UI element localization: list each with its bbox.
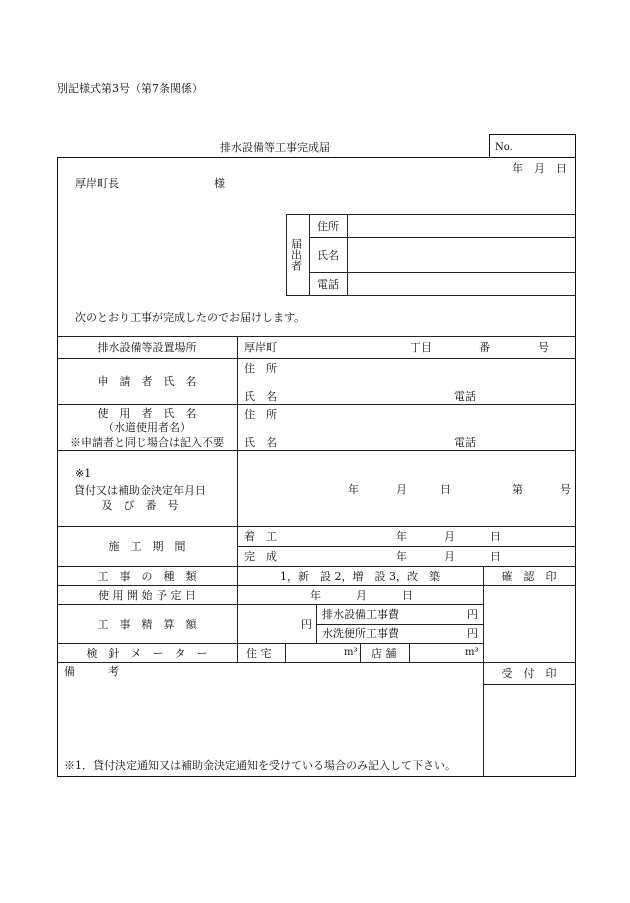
location-chome: 丁目 <box>410 341 432 354</box>
applicant-left <box>286 214 287 295</box>
loan-dai: 第 <box>512 483 523 496</box>
requester-address-label: 住 所 <box>244 362 277 375</box>
applicant-field-divider <box>347 214 348 295</box>
frame-left <box>57 157 58 777</box>
remarks-label: 備 考 <box>64 665 119 678</box>
location-town: 厚岸町 <box>244 341 277 354</box>
row-line-receipt-bottom <box>483 684 576 685</box>
period-end-month: 月 <box>444 550 455 563</box>
row-line-requester-top <box>57 358 576 359</box>
loan-label: 貸付又は補助金決定年月日 <box>74 484 206 497</box>
requester-label: 申 請 者 氏 名 <box>97 375 197 388</box>
notice-text: 次のとおり工事が完成したのでお届けします。 <box>75 311 306 324</box>
applicant-row2 <box>309 272 575 273</box>
applicant-top <box>286 214 575 215</box>
start-date-year: 年 <box>310 589 321 602</box>
requester-address-field[interactable] <box>290 360 574 380</box>
row-line-startdate-top <box>57 585 483 586</box>
user-address-field[interactable] <box>290 406 574 426</box>
addressee-honorific: 様 <box>214 177 225 190</box>
work-type-label: 工 事 の 種 類 <box>97 570 197 583</box>
cost-total-yen: 円 <box>301 618 312 631</box>
period-start-year: 年 <box>396 530 407 543</box>
period-end-label: 完 成 <box>244 550 277 563</box>
row-line-meter-top <box>57 643 483 644</box>
applicant-address-field[interactable] <box>349 216 573 235</box>
col-line-meter3 <box>409 643 410 662</box>
loan-go: 号 <box>560 483 571 496</box>
location-label: 排水設備等設置場所 <box>97 341 197 354</box>
period-start-day: 日 <box>490 530 501 543</box>
remarks-field[interactable] <box>60 680 480 750</box>
row-line-location-top <box>57 336 576 337</box>
applicant-label: 届出者 <box>289 238 303 271</box>
row-line-user-top <box>57 404 576 405</box>
col-line-cost <box>316 604 317 643</box>
start-date-day: 日 <box>402 589 413 602</box>
period-start-month: 月 <box>444 530 455 543</box>
applicant-row1 <box>309 237 575 238</box>
meter-label: 検 針 メ ー タ ー <box>86 647 208 660</box>
location-ban: 番 <box>479 341 490 354</box>
cost-drain-label: 排水設備工事費 <box>322 608 399 621</box>
requester-phone-label: 電話 <box>454 390 476 403</box>
period-label: 施 工 期 間 <box>108 540 186 553</box>
row-line-worktype-top <box>57 566 576 567</box>
applicant-address-label: 住所 <box>317 220 339 233</box>
applicant-phone-label: 電話 <box>317 278 339 291</box>
row-line-cost-top <box>57 604 483 605</box>
user-label-sub: （水道使用者名） <box>103 421 191 434</box>
no-box-top <box>489 134 576 135</box>
cost-label: 工 事 精 算 額 <box>97 618 197 631</box>
date-label: 年 月 日 <box>512 162 567 175</box>
start-date-month: 月 <box>356 589 367 602</box>
row-line-confirm-bottom <box>483 585 576 586</box>
user-address-label: 住 所 <box>244 408 277 421</box>
cost-toilet-label: 水洗便所工事費 <box>322 627 399 640</box>
user-label-note: ※申請者と同じ場合は記入不要 <box>70 436 224 449</box>
cost-toilet-yen: 円 <box>467 627 478 640</box>
row-line-loan-top <box>57 450 576 451</box>
row-line-period-mid <box>237 546 576 547</box>
applicant-divider <box>309 214 310 295</box>
meter-residence-unit: m³ <box>344 647 358 658</box>
applicant-name-field[interactable] <box>349 239 573 270</box>
user-name-field[interactable] <box>290 428 450 448</box>
user-label: 使 用 者 氏 名 <box>97 407 197 420</box>
form-number: 別記様式第3号（第7条関係） <box>57 82 203 95</box>
row-line-cost-mid <box>316 624 483 625</box>
applicant-bottom <box>286 295 575 296</box>
meter-residence-label: 住 宅 <box>246 647 272 660</box>
period-end-day: 日 <box>490 550 501 563</box>
loan-day: 日 <box>440 483 451 496</box>
loan-field[interactable] <box>240 452 574 524</box>
row-line-receipt-top <box>483 662 576 663</box>
row-line-remarks-top <box>57 662 483 663</box>
meter-store-label: 店 舗 <box>371 647 397 660</box>
no-field[interactable] <box>517 139 571 155</box>
cost-drain-yen: 円 <box>467 608 478 621</box>
loan-month: 月 <box>396 483 407 496</box>
no-box-right <box>575 134 576 158</box>
addressee-name: 厚岸町長 <box>75 177 119 190</box>
loan-label-sub: 及 び 番 号 <box>101 499 179 512</box>
user-name-label: 氏 名 <box>244 436 277 449</box>
no-label: No. <box>495 142 513 153</box>
frame-top <box>57 157 576 158</box>
meter-store-unit: m³ <box>465 647 479 658</box>
col-line-label <box>237 336 238 662</box>
col-line-meter1 <box>285 643 286 662</box>
applicant-phone-field[interactable] <box>349 274 573 293</box>
requester-name-label: 氏 名 <box>244 390 277 403</box>
footnote: ※1．貸付決定通知又は補助金決定通知を受けている場合のみ記入して下さい。 <box>64 759 456 772</box>
location-field[interactable] <box>290 338 406 356</box>
form-title: 排水設備等工事完成届 <box>220 141 330 154</box>
loan-mark: ※1 <box>75 467 92 480</box>
col-line-stamp <box>483 566 484 776</box>
row-line-period-top <box>57 526 576 527</box>
confirm-stamp-label: 確 認 印 <box>501 570 557 583</box>
work-type-options[interactable]: 1，新 設 2，増 設 3，改 築 <box>280 570 440 583</box>
requester-name-field[interactable] <box>290 382 450 402</box>
start-date-label: 使 用 開 始 予 定 日 <box>98 589 196 602</box>
frame-bottom <box>57 776 576 777</box>
receipt-stamp-label: 受 付 印 <box>501 667 557 680</box>
col-line-meter2 <box>360 643 361 662</box>
loan-year: 年 <box>348 483 359 496</box>
period-start-label: 着 工 <box>244 530 277 543</box>
location-go: 号 <box>538 341 549 354</box>
applicant-name-label: 氏名 <box>317 249 339 262</box>
user-phone-label: 電話 <box>454 436 476 449</box>
no-box-left <box>489 134 490 158</box>
period-end-year: 年 <box>396 550 407 563</box>
